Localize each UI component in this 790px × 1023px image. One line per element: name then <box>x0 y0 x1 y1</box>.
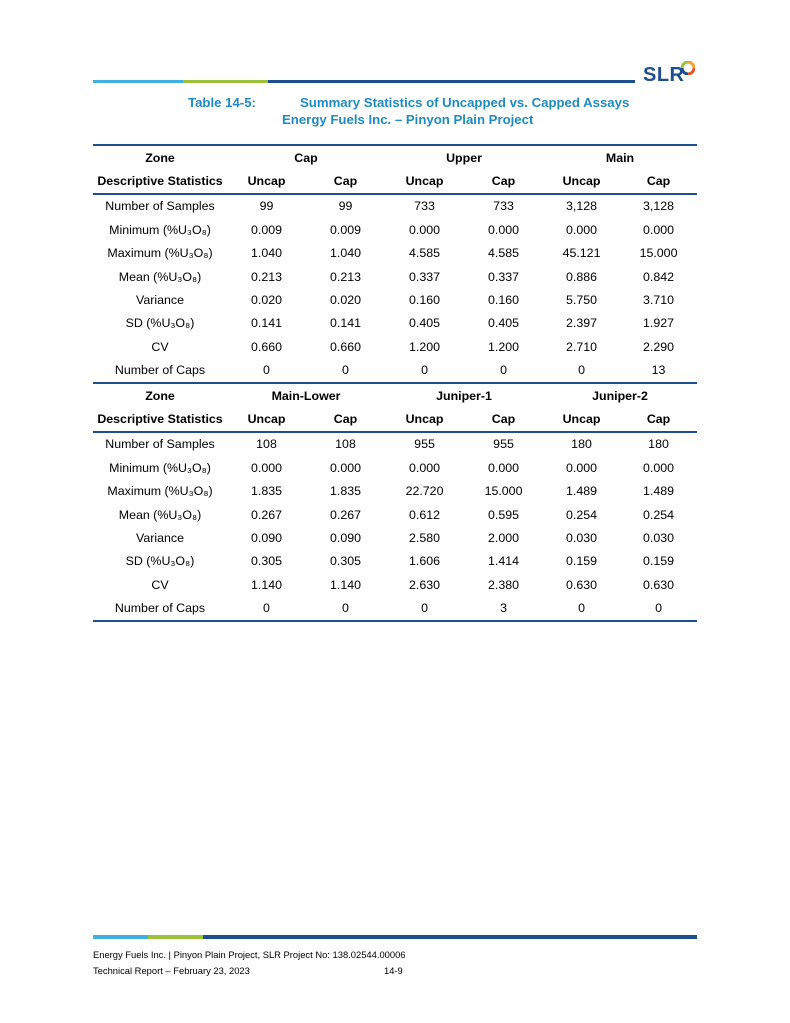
table-cell: 0 <box>543 359 620 383</box>
table-row <box>93 432 697 456</box>
table-cell: 2.397 <box>566 316 598 331</box>
table-cell: 0.267 <box>250 507 282 522</box>
table-cell: 0 <box>227 596 306 620</box>
row-label: Number of Samples <box>105 199 215 214</box>
table-cell: 0.267 <box>330 507 362 522</box>
table-cell: 0.660 <box>330 339 362 354</box>
zone-name: Juniper-2 <box>592 388 648 403</box>
row-label: Maximum (%U₃O₈) <box>107 484 213 499</box>
table-cell: 2.580 <box>409 530 441 545</box>
table-cell: 0.009 <box>330 222 362 237</box>
table-cell: 2.380 <box>488 577 520 592</box>
row-label: Mean (%U₃O₈) <box>118 507 202 522</box>
table-title: Summary Statistics of Uncapped vs. Capped Assays <box>300 95 630 110</box>
footer-rule <box>93 935 697 939</box>
row-label: CV <box>151 339 169 354</box>
table-cell: 0.000 <box>566 460 598 475</box>
table-cell: 0.000 <box>488 460 520 475</box>
table-cell: 0.090 <box>330 530 362 545</box>
table-cell: 3 <box>464 596 543 620</box>
table-cell: 0.009 <box>250 222 282 237</box>
table-row <box>93 479 697 502</box>
summary-statistics-table <box>93 144 697 622</box>
table-row <box>93 312 697 335</box>
table-cell: 1.200 <box>488 339 520 354</box>
table-cell: 1.140 <box>330 577 362 592</box>
column-header: Uncap <box>227 169 306 193</box>
table-cell: 0.612 <box>409 507 441 522</box>
table-cell: 1.489 <box>566 484 598 499</box>
row-label: SD (%U₃O₈) <box>125 316 195 331</box>
column-header: Cap <box>620 407 697 431</box>
table-cell: 1.040 <box>330 246 362 261</box>
zone-name: Cap <box>227 145 385 169</box>
table-cell: 0 <box>385 596 464 620</box>
table-cell: 1.489 <box>643 484 675 499</box>
table-cell: 0.337 <box>409 269 441 284</box>
table-row <box>93 288 697 311</box>
table-cell: 2.630 <box>409 577 441 592</box>
table-row <box>93 359 697 383</box>
zone-label: Zone <box>93 145 227 169</box>
table-cell: 0.595 <box>488 507 520 522</box>
table-row <box>93 526 697 549</box>
row-label: CV <box>151 577 169 592</box>
zone-header-row <box>93 383 697 407</box>
table-cell: 0.030 <box>566 530 598 545</box>
table-cell: 3.710 <box>643 293 675 308</box>
table-cell: 2.710 <box>566 339 598 354</box>
table-cell: 0.000 <box>409 222 441 237</box>
table-cell: 0.213 <box>330 269 362 284</box>
column-header: Cap <box>464 407 543 431</box>
table-cell: 22.720 <box>405 484 444 499</box>
table-cell: 13 <box>620 359 697 383</box>
table-cell: 0.160 <box>409 293 441 308</box>
table-cell: 1.040 <box>250 246 282 261</box>
table-cell: 108 <box>335 437 356 452</box>
column-header: Cap <box>306 407 385 431</box>
row-label: Maximum (%U₃O₈) <box>107 246 213 261</box>
column-header: Cap <box>306 169 385 193</box>
row-label: Number of Caps <box>93 596 227 620</box>
table-cell: 4.585 <box>488 246 520 261</box>
table-cell: 0.660 <box>250 339 282 354</box>
table-cell: 0.842 <box>643 269 675 284</box>
table-cell: 0.030 <box>643 530 675 545</box>
column-header: Uncap <box>385 407 464 431</box>
table-row <box>93 265 697 288</box>
table-cell: 99 <box>259 199 274 214</box>
table-cell: 0.141 <box>250 316 282 331</box>
table-cell: 45.121 <box>562 246 601 261</box>
table-cell: 0 <box>306 596 385 620</box>
table-cell: 2.290 <box>643 339 675 354</box>
table-cell: 15.000 <box>484 484 523 499</box>
row-label: SD (%U₃O₈) <box>125 554 195 569</box>
table-cell: 955 <box>414 437 435 452</box>
column-header: Uncap <box>385 169 464 193</box>
row-label: Number of Caps <box>93 359 227 383</box>
table-row <box>93 596 697 620</box>
table-cell: 0.000 <box>330 460 362 475</box>
column-header: Uncap <box>543 407 620 431</box>
table-cell: 0.000 <box>643 222 675 237</box>
row-label: Variance <box>136 530 184 545</box>
table-cell: 0.000 <box>488 222 520 237</box>
table-cell: 0.254 <box>643 507 675 522</box>
table-row <box>93 573 697 596</box>
table-cell: 1.200 <box>409 339 441 354</box>
table-cell: 0.160 <box>488 293 520 308</box>
table-cell: 1.835 <box>330 484 362 499</box>
zone-name: Main-Lower <box>271 388 341 403</box>
slr-logo-mark-icon <box>681 61 695 75</box>
table-cell: 180 <box>571 437 592 452</box>
table-cell: 0.630 <box>643 577 675 592</box>
table-cell: 955 <box>493 437 514 452</box>
table-cell: 0 <box>464 359 543 383</box>
table-cell: 3,128 <box>643 199 675 214</box>
table-cell: 0.020 <box>250 293 282 308</box>
row-label: Number of Samples <box>105 437 215 452</box>
table-row <box>93 194 697 218</box>
row-label: Minimum (%U₃O₈) <box>109 460 211 475</box>
column-header: Cap <box>620 169 697 193</box>
column-header: Uncap <box>227 407 306 431</box>
zone-name: Upper <box>385 145 543 169</box>
column-header: Uncap <box>543 169 620 193</box>
table-cell: 0 <box>227 359 306 383</box>
table-cell: 0.213 <box>250 269 282 284</box>
table-cell: 0.000 <box>643 460 675 475</box>
table-cell: 2.000 <box>488 530 520 545</box>
table-cell: 180 <box>648 437 669 452</box>
header-rule <box>93 80 635 83</box>
table-cell: 5.750 <box>566 293 598 308</box>
table-cell: 0.000 <box>409 460 441 475</box>
table-cell: 0.254 <box>566 507 598 522</box>
table-cell: 0.405 <box>409 316 441 331</box>
table-cell: 0.630 <box>566 577 598 592</box>
table-cell: 4.585 <box>409 246 441 261</box>
table-cell: 0.337 <box>488 269 520 284</box>
table-cell: 733 <box>414 199 435 214</box>
table-cell: 1.414 <box>488 554 520 569</box>
table-row <box>93 242 697 265</box>
descriptive-statistics-label: Descriptive Statistics <box>93 169 227 193</box>
table-cell: 1.927 <box>643 316 675 331</box>
table-number: Table 14-5: <box>188 95 256 110</box>
table-subtitle: Energy Fuels Inc. – Pinyon Plain Project <box>282 112 534 127</box>
table-cell: 733 <box>493 199 514 214</box>
table-cell: 0 <box>620 596 697 620</box>
table-cell: 0.886 <box>566 269 598 284</box>
column-header-row <box>93 407 697 431</box>
table-cell: 0.141 <box>330 316 362 331</box>
page-number: 14-9 <box>384 965 403 976</box>
table-cell: 0 <box>306 359 385 383</box>
zone-label: Zone <box>145 388 175 403</box>
table-cell: 0.405 <box>488 316 520 331</box>
slr-logo: SLR <box>643 64 685 86</box>
zone-header-row <box>93 145 697 169</box>
table-cell: 3,128 <box>566 199 598 214</box>
table-cell: 0.020 <box>330 293 362 308</box>
table-cell: 0.305 <box>330 554 362 569</box>
row-label: Variance <box>136 293 184 308</box>
table-cell: 0 <box>385 359 464 383</box>
table-cell: 1.606 <box>409 554 441 569</box>
table-row <box>93 503 697 526</box>
table-cell: 1.835 <box>250 484 282 499</box>
table-row <box>93 335 697 358</box>
table-row <box>93 550 697 573</box>
table-cell: 0.159 <box>566 554 598 569</box>
zone-name: Main <box>543 145 697 169</box>
zone-name: Juniper-1 <box>436 388 492 403</box>
table-cell: 0 <box>543 596 620 620</box>
table-cell: 15.000 <box>639 246 678 261</box>
table-cell: 0.000 <box>566 222 598 237</box>
table-cell: 0.159 <box>643 554 675 569</box>
column-header-row <box>93 169 697 193</box>
table-row <box>93 218 697 241</box>
footer-project: Energy Fuels Inc. | Pinyon Plain Project, SLR Project No: 138.02544.00006 <box>93 949 406 960</box>
table-cell: 99 <box>338 199 353 214</box>
table-cell: 0.305 <box>250 554 282 569</box>
footer-report-date: Technical Report – February 23, 2023 <box>93 965 250 976</box>
table-cell: 0.090 <box>250 530 282 545</box>
descriptive-statistics-label: Descriptive Statistics <box>93 407 227 431</box>
row-label: Mean (%U₃O₈) <box>118 269 202 284</box>
column-header: Cap <box>464 169 543 193</box>
table-cell: 108 <box>256 437 277 452</box>
table-cell: 0.000 <box>250 460 282 475</box>
table-cell: 1.140 <box>250 577 282 592</box>
row-label: Minimum (%U₃O₈) <box>109 222 211 237</box>
table-row <box>93 456 697 479</box>
